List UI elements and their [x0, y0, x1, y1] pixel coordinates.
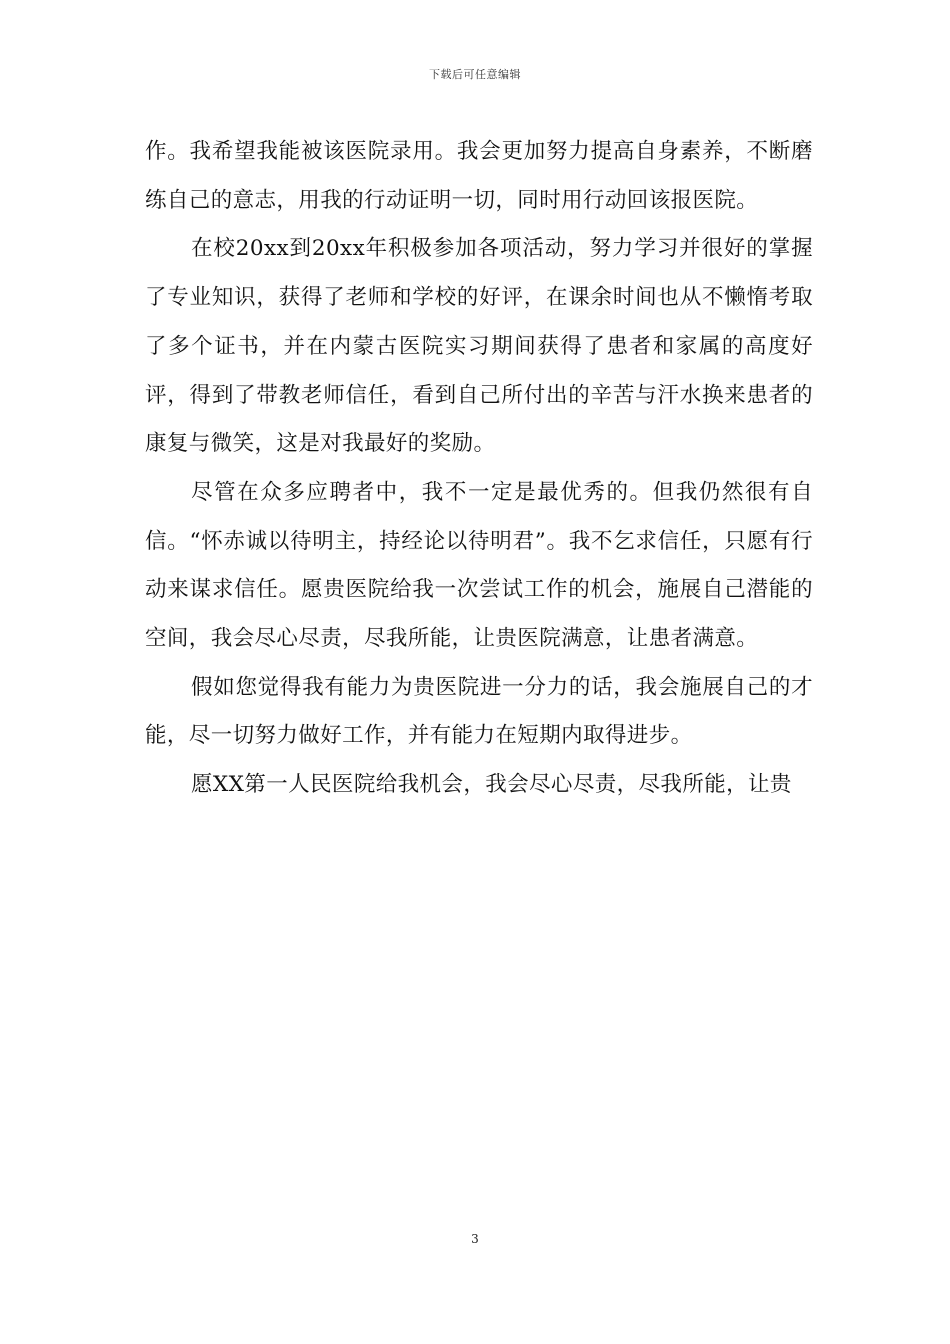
- paragraph-4: 假如您觉得我有能力为贵医院进一分力的话，我会施展自己的才能，尽一切努力做好工作，并有能力在短期内取得进步。: [145, 674, 813, 749]
- page-number: 3: [471, 1232, 479, 1246]
- paragraph-5: 愿XX第一人民医院给我机会，我会尽心尽责，尽我所能，让贵: [191, 772, 792, 798]
- paragraph-2: 在校20xx到20xx年积极参加各项活动，努力学习并很好的掌握了专业知识，获得了老师和学校的好评，在课余时间也从不懒惰考取了多个证书，并在内蒙古医院实习期间获得了患者和家属的高度好评，得到了带教老师信任，看到自己所付出的辛苦与汗水换来患者的康复与微笑，这是对我最好的奖励。: [145, 236, 813, 457]
- page-header: 下载后可任意编辑: [429, 68, 521, 81]
- paragraph-1: 作。我希望我能被该医院录用。我会更加努力提高自身素养，不断磨练自己的意志，用我的行动证明一切，同时用行动回该报医院。: [145, 139, 813, 213]
- paragraph-3: 尽管在众多应聘者中，我不一定是最优秀的。但我仍然很有自信。“怀赤诚以待明主，持经论以待明君”。我不乞求信任，只愿有行动来谋求信任。愿贵医院给我一次尝试工作的机会，施展自己潜能的空间，我会尽心尽责，尽我所能，让贵医院满意，让患者满意。: [145, 479, 813, 652]
- document-body: [145, 128, 813, 810]
